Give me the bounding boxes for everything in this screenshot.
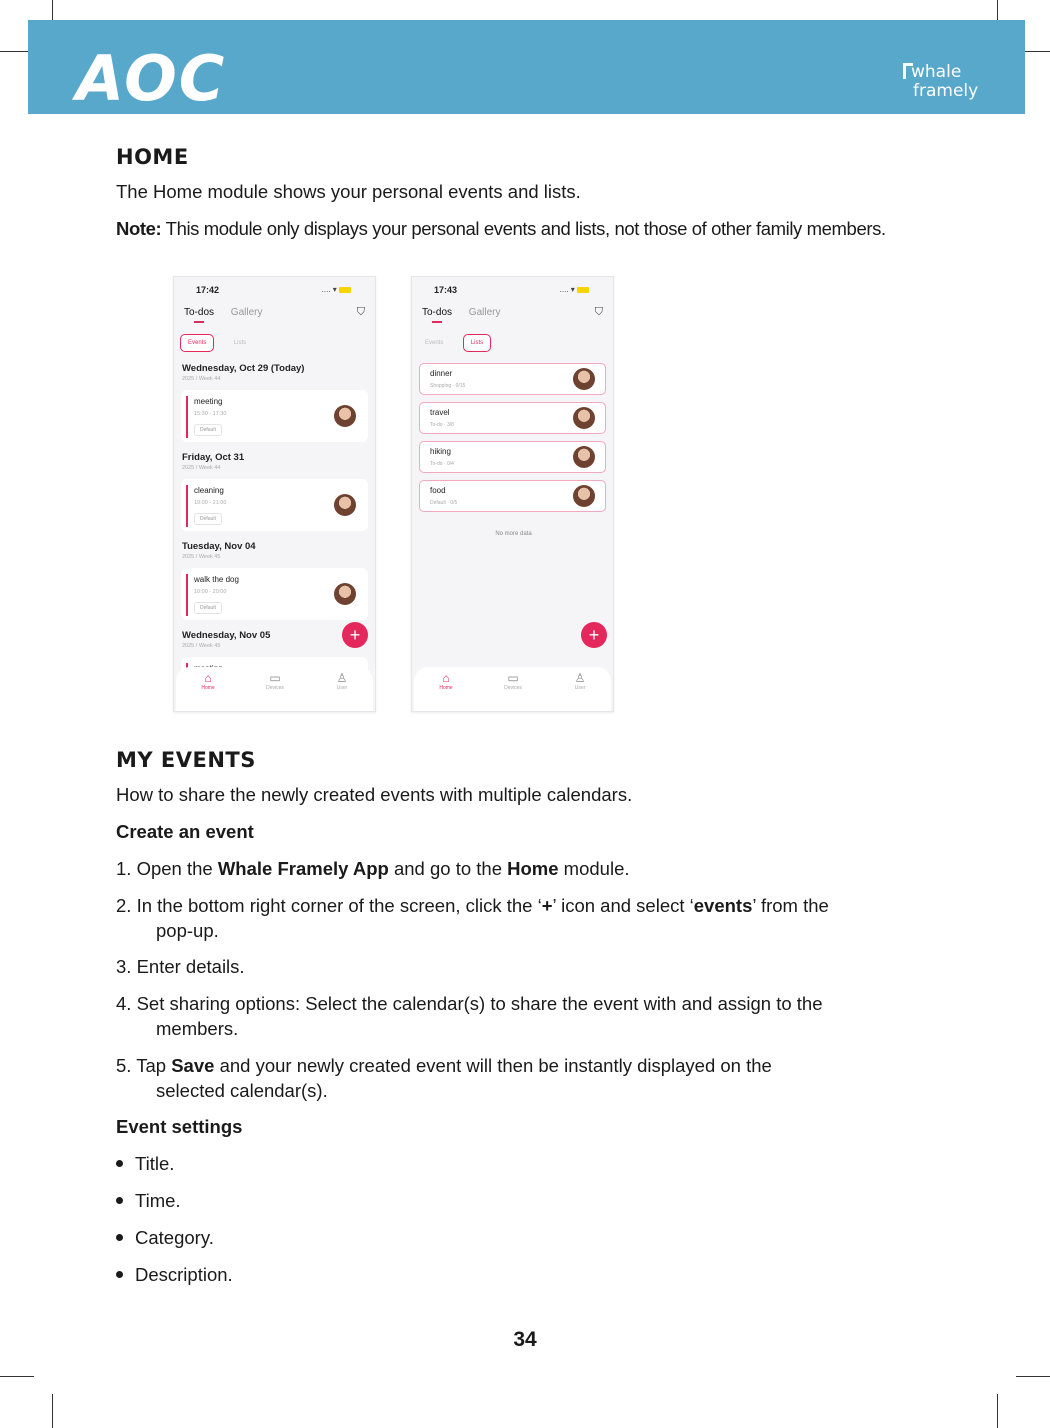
list-item-text: Time. xyxy=(135,1190,181,1211)
avatar xyxy=(573,485,595,507)
list-item xyxy=(116,1153,174,1175)
no-more-data: No more data xyxy=(495,531,532,537)
nav-label: Home xyxy=(201,685,215,691)
home-note xyxy=(116,218,886,240)
bullet-icon xyxy=(116,1271,123,1278)
crop-mark xyxy=(0,1376,34,1377)
avatar xyxy=(334,583,356,605)
devices-icon: ▭ xyxy=(507,671,519,685)
list-item-text: Category. xyxy=(135,1227,214,1248)
phone-screenshot-events xyxy=(173,276,376,712)
event-title: meeting xyxy=(194,397,223,406)
event-time: 10:00 - 20:00 xyxy=(194,589,227,595)
week-label: 2025 / Week 44 xyxy=(182,376,221,382)
pill-events[interactable]: Events xyxy=(425,340,444,346)
list-item xyxy=(116,1190,181,1212)
list-title: dinner xyxy=(430,369,453,378)
step-bold: events xyxy=(693,895,753,916)
list-card[interactable] xyxy=(419,363,606,395)
step-number: 2. xyxy=(116,895,132,916)
nav-devices[interactable] xyxy=(493,671,533,691)
step-text: and go to the xyxy=(388,858,508,879)
event-time: 15:30 - 17:30 xyxy=(194,411,227,417)
step-continuation: members. xyxy=(156,1018,239,1039)
list-title: travel xyxy=(430,408,450,417)
home-icon: ⌂ xyxy=(442,671,450,685)
crop-mark xyxy=(1016,1376,1050,1377)
home-intro: The Home module shows your personal events and lists. xyxy=(116,181,581,202)
aoc-logo: AOC xyxy=(76,42,227,115)
filter-icon[interactable]: ⛉ xyxy=(356,306,365,318)
list-card[interactable] xyxy=(419,480,606,512)
week-label: 2025 / Week 45 xyxy=(182,554,221,560)
nav-home[interactable] xyxy=(426,671,466,691)
event-tag: Default xyxy=(194,424,222,436)
note-label: Note: xyxy=(116,218,162,239)
nav-user[interactable] xyxy=(560,671,600,691)
bullet-icon xyxy=(116,1197,123,1204)
status-time: 17:43 xyxy=(434,285,458,295)
nav-label: Home xyxy=(439,685,453,691)
top-tabs xyxy=(184,307,276,318)
step-text: Tap xyxy=(131,1055,172,1076)
step-number: 5. xyxy=(116,1055,132,1076)
step-number: 4. xyxy=(116,993,132,1014)
status-icons xyxy=(322,285,351,294)
step-number: 3. xyxy=(116,956,132,977)
note-text: This module only displays your personal events and lists, not those of other family members. xyxy=(161,218,886,239)
avatar xyxy=(573,446,595,468)
step-text: ’ from the xyxy=(752,895,829,916)
list-meta: Default · 0/5 xyxy=(430,500,458,506)
tab-gallery[interactable]: Gallery xyxy=(468,307,501,318)
status-icons xyxy=(560,285,589,294)
week-label: 2025 / Week 44 xyxy=(182,465,221,471)
step-5 xyxy=(116,1053,916,1103)
list-meta: To-do · 0/4 xyxy=(430,461,454,467)
event-tag: Default xyxy=(194,602,222,614)
step-2 xyxy=(116,893,916,943)
phone-screenshot-lists xyxy=(411,276,614,712)
nav-home[interactable] xyxy=(188,671,228,691)
step-3 xyxy=(116,954,916,979)
wifi-icon: ▾ xyxy=(332,285,337,294)
step-bold: Home xyxy=(507,858,559,879)
user-icon: ♙ xyxy=(336,671,348,685)
wifi-icon: ▾ xyxy=(570,285,575,294)
bottom-nav xyxy=(176,667,373,711)
pill-lists[interactable]: Lists xyxy=(463,334,491,352)
nav-devices[interactable] xyxy=(255,671,295,691)
list-meta: Shopping · 0/15 xyxy=(430,383,466,389)
nav-label: Devices xyxy=(504,685,522,691)
list-card[interactable] xyxy=(419,402,606,434)
event-color-bar xyxy=(186,485,188,527)
list-item xyxy=(116,1227,214,1249)
step-continuation: selected calendar(s). xyxy=(156,1080,328,1101)
avatar xyxy=(334,405,356,427)
event-settings-heading: Event settings xyxy=(116,1116,243,1137)
tab-todos[interactable]: To-dos xyxy=(422,307,453,318)
list-meta: To-do · 3/8 xyxy=(430,422,454,428)
crop-mark xyxy=(997,1394,998,1428)
step-text: module. xyxy=(558,858,630,879)
day-label: Tuesday, Nov 04 xyxy=(182,541,256,552)
nav-user[interactable] xyxy=(322,671,362,691)
event-title: walk the dog xyxy=(194,575,239,584)
tab-gallery[interactable]: Gallery xyxy=(230,307,263,318)
add-button[interactable]: + xyxy=(342,622,368,648)
nav-label: Devices xyxy=(266,685,284,691)
step-1 xyxy=(116,856,916,881)
top-tabs xyxy=(422,307,514,318)
signal-dots: .... xyxy=(559,285,569,294)
day-label: Wednesday, Oct 29 (Today) xyxy=(182,363,305,374)
step-4 xyxy=(116,991,916,1041)
step-text: Set sharing options: Select the calendar(s) to share the event with and assign to the xyxy=(131,993,823,1014)
status-time: 17:42 xyxy=(196,285,220,295)
week-label: 2025 / Week 45 xyxy=(182,643,221,649)
my-events-heading: MY EVENTS xyxy=(116,748,256,772)
step-bold: Save xyxy=(171,1055,215,1076)
nav-label: User xyxy=(336,685,348,691)
avatar xyxy=(573,407,595,429)
step-text: Enter details. xyxy=(131,956,245,977)
devices-icon: ▭ xyxy=(269,671,281,685)
my-events-intro: How to share the newly created events with multiple calendars. xyxy=(116,784,633,805)
logo-line-1: whale xyxy=(903,63,993,82)
segment-pills xyxy=(180,331,261,352)
list-title: food xyxy=(430,486,446,495)
crop-mark xyxy=(52,1394,53,1428)
pill-events[interactable]: Events xyxy=(180,334,214,352)
nav-label: User xyxy=(574,685,586,691)
step-text: Open the xyxy=(131,858,218,879)
bullet-icon xyxy=(116,1234,123,1241)
event-card[interactable] xyxy=(181,479,368,531)
event-time: 19:00 - 21:00 xyxy=(194,500,227,506)
step-bold: Whale Framely App xyxy=(217,858,389,879)
list-card[interactable] xyxy=(419,441,606,473)
step-text: and your newly created event will then be instantly displayed on the xyxy=(214,1055,772,1076)
pill-lists[interactable]: Lists xyxy=(233,340,247,346)
bullet-icon xyxy=(116,1160,123,1167)
list-title: hiking xyxy=(430,447,451,456)
day-label: Wednesday, Nov 05 xyxy=(182,630,271,641)
battery-icon xyxy=(339,287,351,293)
step-number: 1. xyxy=(116,858,132,879)
whale-framely-logo xyxy=(903,63,993,101)
user-icon: ♙ xyxy=(574,671,586,685)
step-continuation: pop-up. xyxy=(156,920,219,941)
segment-pills xyxy=(418,331,499,352)
signal-dots: .... xyxy=(321,285,331,294)
list-item-text: Title. xyxy=(135,1153,175,1174)
tab-todos[interactable]: To-dos xyxy=(184,307,215,318)
home-icon: ⌂ xyxy=(204,671,212,685)
event-title: cleaning xyxy=(194,486,224,495)
create-event-heading: Create an event xyxy=(116,821,254,842)
step-bold: + xyxy=(541,895,553,916)
add-button[interactable]: + xyxy=(581,622,607,648)
logo-line-2: framely xyxy=(913,81,979,101)
step-text: In the bottom right corner of the screen, click the ‘ xyxy=(131,895,542,916)
battery-icon xyxy=(577,287,589,293)
event-card[interactable] xyxy=(181,390,368,442)
event-card[interactable] xyxy=(181,568,368,620)
list-item xyxy=(116,1264,233,1286)
avatar xyxy=(573,368,595,390)
bottom-nav xyxy=(414,667,611,711)
filter-icon[interactable]: ⛉ xyxy=(594,306,603,318)
day-label: Friday, Oct 31 xyxy=(182,452,245,463)
event-tag: Default xyxy=(194,513,222,525)
avatar xyxy=(334,494,356,516)
page-number: 34 xyxy=(513,1328,537,1351)
step-text: ’ icon and select ‘ xyxy=(552,895,694,916)
event-color-bar xyxy=(186,396,188,438)
home-heading: HOME xyxy=(116,145,189,169)
list-item-text: Description. xyxy=(135,1264,233,1285)
event-color-bar xyxy=(186,574,188,616)
